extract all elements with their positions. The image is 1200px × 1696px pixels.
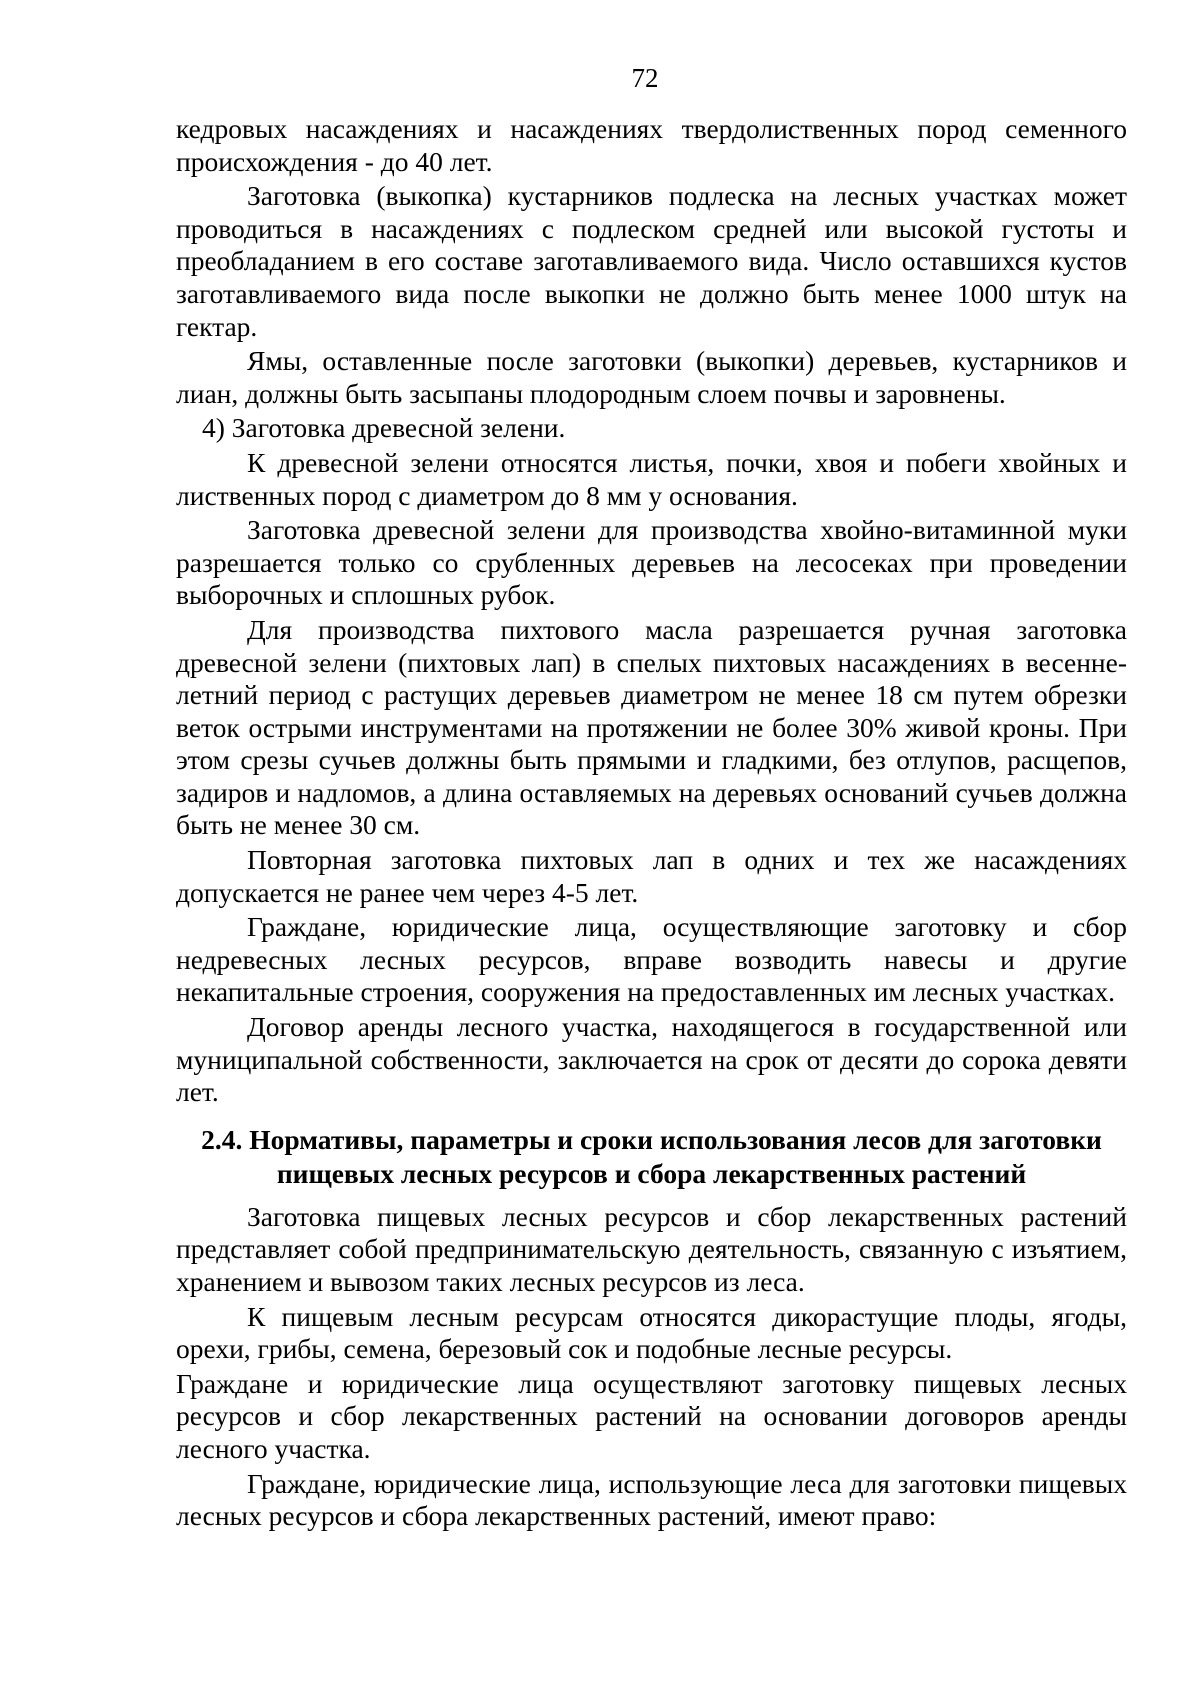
list-item: 4) Заготовка древесной зелени. [202,412,566,444]
paragraph: Повторная заготовка пихтовых лап в одних и тех же насаждениях допускается не ранее чем через 4-5 лет. [176,844,1127,908]
paragraph: Граждане, юридические лица, осуществляющие заготовку и сбор недревесных лесных ресурсов, вправе возводить навесы и другие некапитальные строения, сооружения на предоставленных им лесных участках. [176,911,1127,1008]
paragraph: Заготовка (выкопка) кустарников подлеска на лесных участках может проводиться в насаждениях с подлеском средней или высокой густоты и преобладанием в его составе заготавливаемого вида. Число оставшихся кустов заготавливаемого вида после выкопки не должно быть менее 1000 штук на гектар. [176,180,1127,342]
section-heading-line: 2.4. Нормативы, параметры и сроки использования лесов для заготовки [201,1123,1102,1155]
paragraph: Граждане и юридические лица осуществляют заготовку пищевых лесных ресурсов и сбор лекарственных растений на основании договоров аренды лесного участка. [176,1367,1127,1464]
paragraph: Ямы, оставленные после заготовки (выкопки) деревьев, кустарников и лиан, должны быть засыпаны плодородным слоем почвы и заровнены. [176,345,1127,409]
section-heading [176,1123,1127,1191]
paragraph: Для производства пихтового масла разрешается ручная заготовка древесной зелени (пихтовых лап) в спелых пихтовых насаждениях в весенне-летний период с растущих деревьев диаметром не менее 18 см путем обрезки веток острыми инструментами на протяжении не более 30% живой кроны. При этом срезы сучьев должны быть прямыми и гладкими, без отлупов, расщепов, задиров и надломов, а длина оставляемых на деревьях оснований сучьев должна быть не менее 30 см. [176,613,1127,841]
paragraph: Заготовка древесной зелени для производства хвойно-витаминной муки разрешается только со срубленных деревьев на лесосеках при проведении выборочных и сплошных рубок. [176,514,1127,611]
section-heading-line: пищевых лесных ресурсов и сбора лекарственных растений [276,1157,1027,1189]
paragraph: кедровых насаждениях и насаждениях твердолиственных пород семенного происхождения - до 40 лет. [176,113,1127,177]
paragraph: Граждане, юридические лица, использующие леса для заготовки пищевых лесных ресурсов и сбора лекарственных растений, имеют право: [176,1467,1127,1532]
paragraph: Договор аренды лесного участка, находящегося в государственной или муниципальной собственности, заключается на срок от десяти до сорока девяти лет. [176,1011,1127,1108]
paragraphs-after-heading [176,1201,1127,1533]
paragraph: Заготовка пищевых лесных ресурсов и сбор лекарственных растений представляет собой предпринимательскую деятельность, связанную с изъятием, хранением и вывозом таких лесных ресурсов из леса. [176,1200,1127,1297]
document-body [176,113,1127,1535]
paragraph: К пищевым лесным ресурсам относятся дикорастущие плоды, ягоды, орехи, грибы, семена, березовый сок и подобные лесные ресурсы. [176,1300,1127,1365]
page-number: 72 [631,63,659,93]
paragraphs-before-heading [176,113,1127,1109]
paragraph: К древесной зелени относятся листья, почки, хвоя и побеги хвойных и лиственных пород с диаметром до 8 мм у основания. [176,446,1127,511]
